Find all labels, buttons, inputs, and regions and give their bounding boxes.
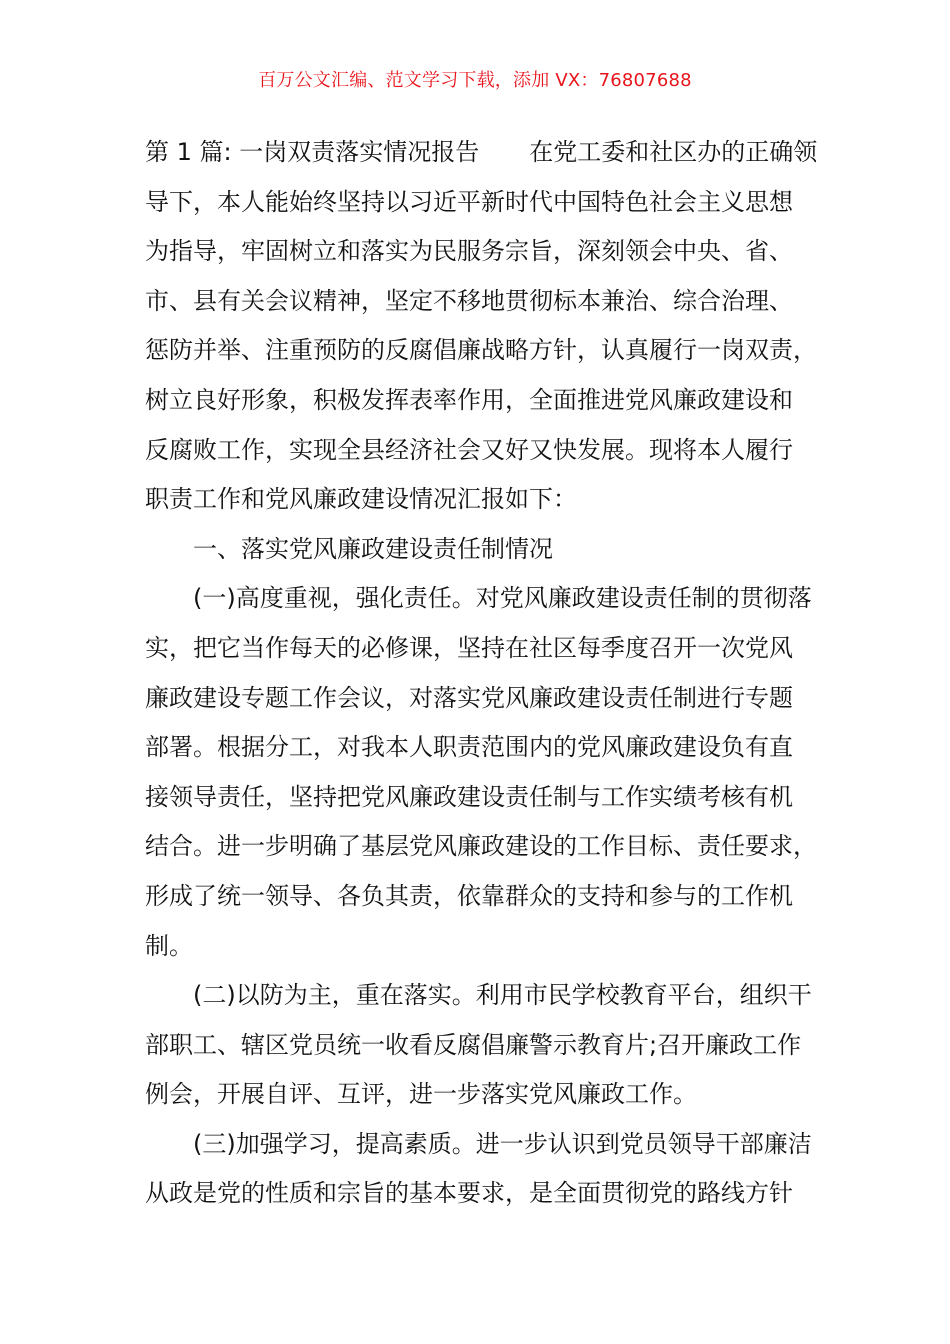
text-line: 导下，本人能始终坚持以习近平新时代中国特色社会主义思想 [145, 187, 793, 216]
text-line: 为指导，牢固树立和落实为民服务宗旨，深刻领会中央、省、 [145, 237, 793, 266]
document-body [145, 132, 818, 1223]
text-line: 在党工委和社区办的正确领 [529, 138, 818, 166]
text-line: 惩防并举、注重预防的反腐倡廉战略方针，认真履行一岗双责， [145, 336, 817, 365]
text-line: (一)高度重视，强化责任。对党风廉政建设责任制的贯彻落 [145, 584, 812, 613]
text-line: 部职工、辖区党员统一收看反腐倡廉警示教育片;召开廉政工作 [145, 1030, 802, 1059]
text-line: 部署。根据分工，对我本人职责范围内的党风廉政建设负有直 [145, 733, 793, 762]
document-title: 第 1 篇: 一岗双责落实情况报告 [145, 138, 480, 166]
text-line: 例会，开展自评、互评，进一步落实党风廉政工作。 [145, 1080, 697, 1109]
text-line: 市、县有关会议精神，坚定不移地贯彻标本兼治、综合治理、 [145, 286, 793, 315]
text-line: 形成了统一领导、各负其责，依靠群众的支持和参与的工作机 [145, 881, 793, 910]
text-line: 接领导责任，坚持把党风廉政建设责任制与工作实绩考核有机 [145, 782, 793, 811]
text-line: 反腐败工作，实现全县经济社会又好又快发展。现将本人履行 [145, 435, 793, 464]
text-line: (二)以防为主，重在落实。利用市民学校教育平台，组织干 [145, 981, 812, 1010]
text-line: 树立良好形象，积极发挥表率作用，全面推进党风廉政建设和 [145, 385, 793, 414]
text-line: 从政是党的性质和宗旨的基本要求，是全面贯彻党的路线方针 [145, 1179, 793, 1208]
text-line: 制。 [145, 931, 193, 960]
section-heading: 一、落实党风廉政建设责任制情况 [145, 534, 553, 563]
text-line: 实，把它当作每天的必修课，坚持在社区每季度召开一次党风 [145, 633, 793, 662]
text-line: (三)加强学习，提高素质。进一步认识到党员领导干部廉洁 [145, 1129, 812, 1158]
text-line: 结合。进一步明确了基层党风廉政建设的工作目标、责任要求， [145, 832, 817, 861]
watermark-header: 百万公文汇编、范文学习下载，添加 VX：76807688 [258, 70, 692, 91]
title-line [145, 132, 818, 182]
text-line: 廉政建设专题工作会议，对落实党风廉政建设责任制进行专题 [145, 683, 793, 712]
text-line: 职责工作和党风廉政建设情况汇报如下： [145, 485, 577, 514]
